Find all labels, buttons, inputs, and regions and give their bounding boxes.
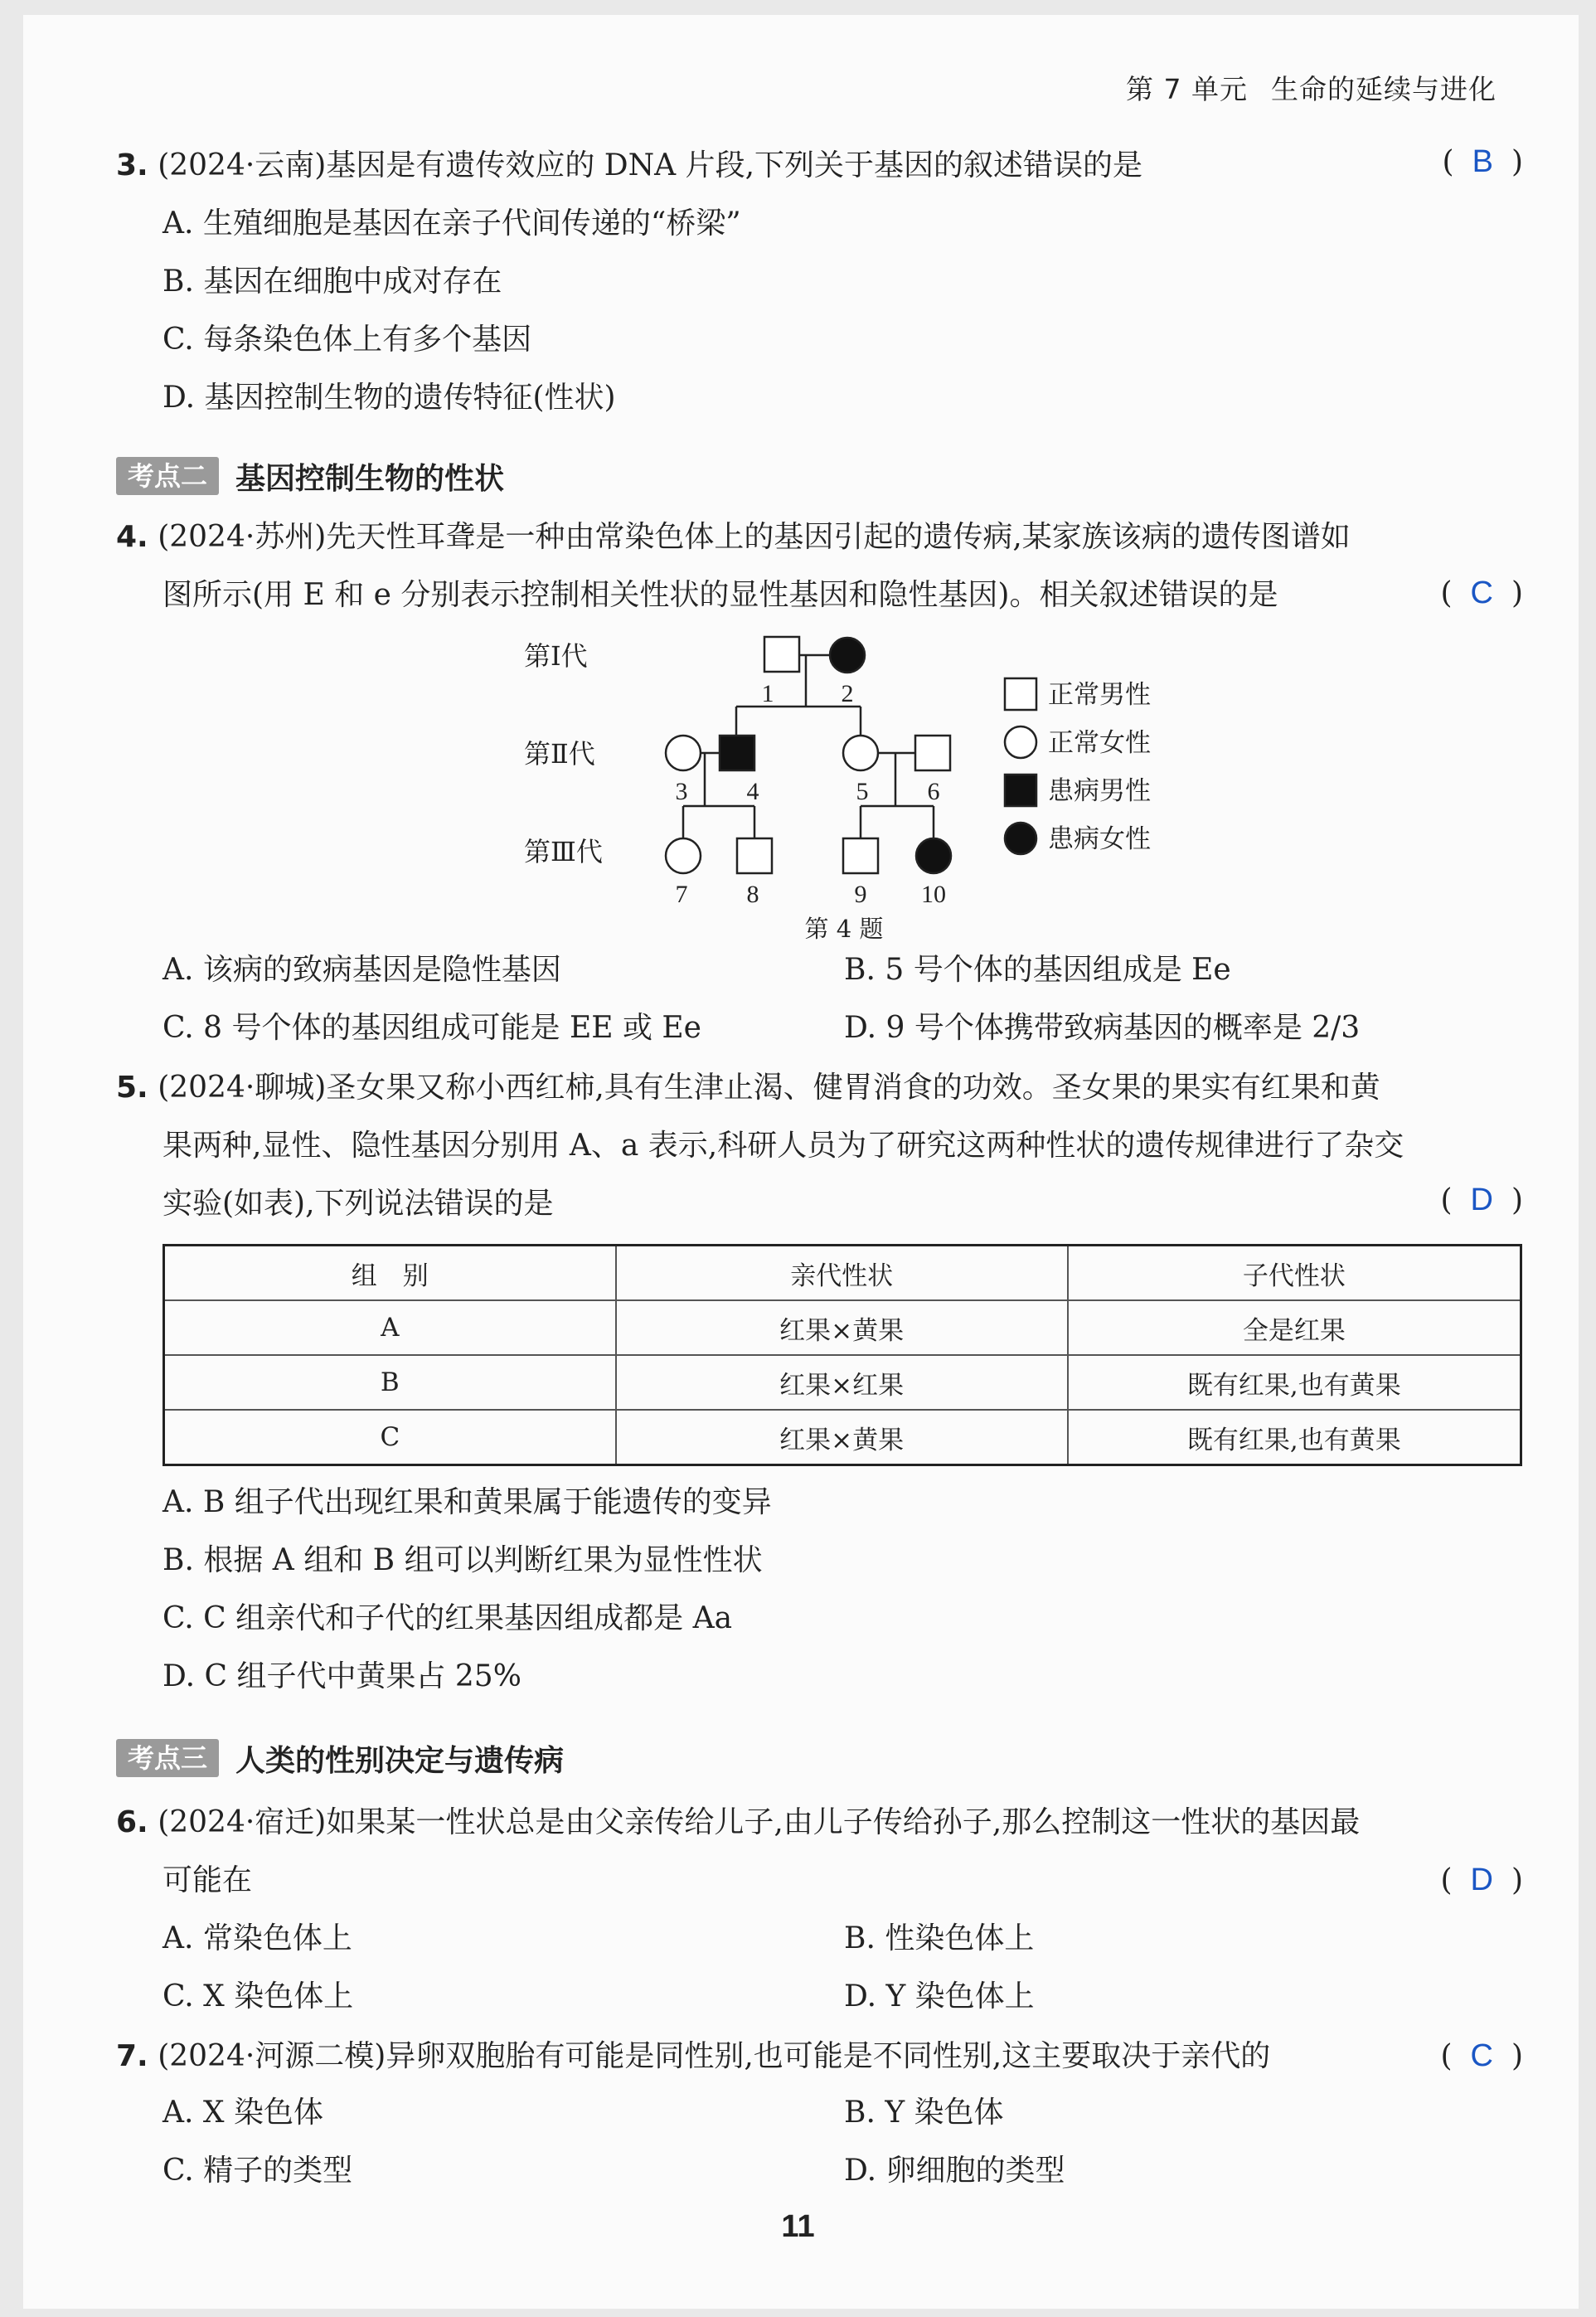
- id-3: 3: [675, 778, 688, 805]
- option-b: B. 基因在细胞中成对存在: [163, 265, 502, 299]
- individual-7-normal-female: [666, 838, 701, 873]
- table-row: [164, 1355, 1521, 1410]
- cell: 全是红果: [1068, 1300, 1521, 1355]
- page-number: 11: [781, 2209, 815, 2244]
- option-b: B. Y 染色体: [844, 2096, 1004, 2130]
- generation-1-label: 第Ⅰ代: [524, 640, 588, 672]
- id-8: 8: [746, 881, 759, 908]
- table-header-row: [164, 1246, 1521, 1301]
- legend-normal-male-icon: [1005, 678, 1036, 710]
- option-d: D. 卵细胞的类型: [844, 2154, 1065, 2188]
- answer-letter: C: [1470, 576, 1493, 610]
- option-b: B. 根据 A 组和 B 组可以判断红果为显性性状: [163, 1543, 763, 1577]
- option-a: A. X 染色体: [163, 2096, 323, 2130]
- question-number: 4.: [116, 520, 148, 554]
- cell: 既有红果,也有黄果: [1068, 1410, 1521, 1465]
- generation-3-label: 第Ⅲ代: [524, 836, 603, 867]
- cross-experiment-table: [163, 1244, 1522, 1466]
- cell: 红果×黄果: [616, 1300, 1068, 1355]
- section-header-2: [116, 456, 504, 496]
- individual-4-affected-male: [720, 736, 754, 770]
- question-4: [116, 521, 1351, 554]
- option-c: C. C 组亲代和子代的红果基因组成都是 Aa: [163, 1601, 733, 1635]
- table-row: [164, 1410, 1521, 1465]
- cell: A: [164, 1300, 616, 1355]
- question-number: 7.: [116, 2039, 148, 2073]
- answer-letter: C: [1470, 2038, 1493, 2073]
- section-title: 基因控制生物的性状: [235, 461, 505, 496]
- question-text-line1: (2024·宿迁)如果某一性状总是由父亲传给儿子,由儿子传给孙子,那么控制这一性状的基因最: [158, 1805, 1361, 1839]
- pedigree-figure: [497, 630, 1210, 945]
- header-offspring: 子代性状: [1068, 1246, 1521, 1301]
- option-c: C. 8 号个体的基因组成可能是 EE 或 Ee: [163, 1011, 701, 1045]
- header-parents: 亲代性状: [616, 1246, 1068, 1301]
- individual-6-normal-male: [915, 736, 950, 770]
- question-number: 5.: [116, 1071, 148, 1105]
- answer-bracket: ( D ): [1440, 1863, 1523, 1897]
- individual-5-normal-female: [843, 736, 878, 770]
- running-header: [1126, 68, 1497, 107]
- legend-normal-female-icon: [1005, 726, 1036, 758]
- answer-letter: B: [1472, 144, 1493, 179]
- cell: 红果×红果: [616, 1355, 1068, 1410]
- cell: 既有红果,也有黄果: [1068, 1355, 1521, 1410]
- question-3: [116, 149, 1142, 182]
- option-c: C. X 染色体上: [163, 1979, 354, 2013]
- question-text-line2: 果两种,显性、隐性基因分别用 A、a 表示,科研人员为了研究这两种性状的遗传规律进行了杂交: [163, 1129, 1404, 1163]
- option-c: C. 精子的类型: [163, 2154, 353, 2188]
- individual-3-normal-female: [666, 736, 701, 770]
- answer-letter: D: [1470, 1863, 1493, 1897]
- id-2: 2: [841, 680, 854, 707]
- id-10: 10: [921, 881, 946, 908]
- id-4: 4: [746, 778, 759, 805]
- legend-affected-female: 患病女性: [1048, 824, 1151, 854]
- option-c: C. 每条染色体上有多个基因: [163, 323, 532, 357]
- id-9: 9: [854, 881, 867, 908]
- legend-normal-male: 正常男性: [1048, 680, 1151, 710]
- question-text-line2: 可能在: [163, 1863, 253, 1897]
- individual-10-affected-female: [916, 838, 951, 873]
- answer-bracket: ( C ): [1440, 576, 1523, 610]
- option-a: A. 该病的致病基因是隐性基因: [163, 953, 561, 987]
- unit-label: 第 7 单元: [1126, 73, 1248, 105]
- individual-2-affected-female: [830, 638, 865, 673]
- answer-bracket: ( C ): [1440, 2038, 1523, 2073]
- legend-normal-female: 正常女性: [1048, 728, 1151, 758]
- cell: 红果×黄果: [616, 1410, 1068, 1465]
- cell: C: [164, 1410, 616, 1465]
- option-a: A. B 组子代出现红果和黄果属于能遗传的变异: [163, 1485, 772, 1519]
- question-5: [116, 1071, 1380, 1105]
- generation-2-label: 第Ⅱ代: [524, 738, 595, 770]
- individual-1-normal-male: [764, 637, 799, 672]
- section-tag: 考点三: [116, 1739, 219, 1777]
- table-row: [164, 1300, 1521, 1355]
- option-d: D. 9 号个体携带致病基因的概率是 2/3: [844, 1011, 1361, 1045]
- question-text-line3: 实验(如表),下列说法错误的是: [163, 1187, 554, 1221]
- option-b: B. 性染色体上: [844, 1921, 1035, 1955]
- question-text-line1: (2024·聊城)圣女果又称小西红柿,具有生津止渴、健胃消食的功效。圣女果的果实有红果和黄: [158, 1071, 1380, 1105]
- option-d: D. 基因控制生物的遗传特征(性状): [163, 381, 616, 415]
- option-d: D. Y 染色体上: [844, 1979, 1035, 2013]
- answer-bracket: ( B ): [1442, 144, 1523, 179]
- legend-affected-male-icon: [1005, 775, 1036, 806]
- section-tag: 考点二: [116, 457, 219, 495]
- question-number: 6.: [116, 1805, 148, 1839]
- option-a: A. 常染色体上: [163, 1921, 352, 1955]
- question-7: [116, 2040, 1270, 2073]
- answer-letter: D: [1470, 1183, 1493, 1217]
- question-number: 3.: [116, 148, 148, 182]
- question-6: [116, 1806, 1360, 1839]
- id-7: 7: [675, 881, 688, 908]
- option-a: A. 生殖细胞是基因在亲子代间传递的“桥梁”: [163, 206, 741, 240]
- figure-caption: 第 4 题: [804, 915, 884, 943]
- answer-bracket: ( D ): [1440, 1183, 1523, 1217]
- option-b: B. 5 号个体的基因组成是 Ee: [844, 953, 1231, 987]
- id-1: 1: [761, 680, 774, 707]
- unit-title: 生命的延续与进化: [1271, 73, 1497, 105]
- question-text: (2024·云南)基因是有遗传效应的 DNA 片段,下列关于基因的叙述错误的是: [158, 148, 1143, 182]
- header-group: 组 别: [164, 1246, 616, 1301]
- option-d: D. C 组子代中黄果占 25%: [163, 1659, 521, 1693]
- section-header-3: [116, 1738, 564, 1778]
- question-text: (2024·河源二模)异卵双胞胎有可能是同性别,也可能是不同性别,这主要取决于亲代的: [158, 2039, 1271, 2073]
- question-text-line1: (2024·苏州)先天性耳聋是一种由常染色体上的基因引起的遗传病,某家族该病的遗传图谱如: [158, 520, 1351, 554]
- legend-affected-female-icon: [1005, 823, 1036, 854]
- individual-8-normal-male: [737, 838, 772, 873]
- individual-9-normal-male: [843, 838, 878, 873]
- id-6: 6: [927, 778, 940, 805]
- id-5: 5: [856, 778, 869, 805]
- legend-affected-male: 患病男性: [1048, 776, 1151, 806]
- cell: B: [164, 1355, 616, 1410]
- section-title: 人类的性别决定与遗传病: [235, 1743, 565, 1778]
- question-text-line2: 图所示(用 E 和 e 分别表示控制相关性状的显性基因和隐性基因)。相关叙述错误的是: [163, 578, 1278, 612]
